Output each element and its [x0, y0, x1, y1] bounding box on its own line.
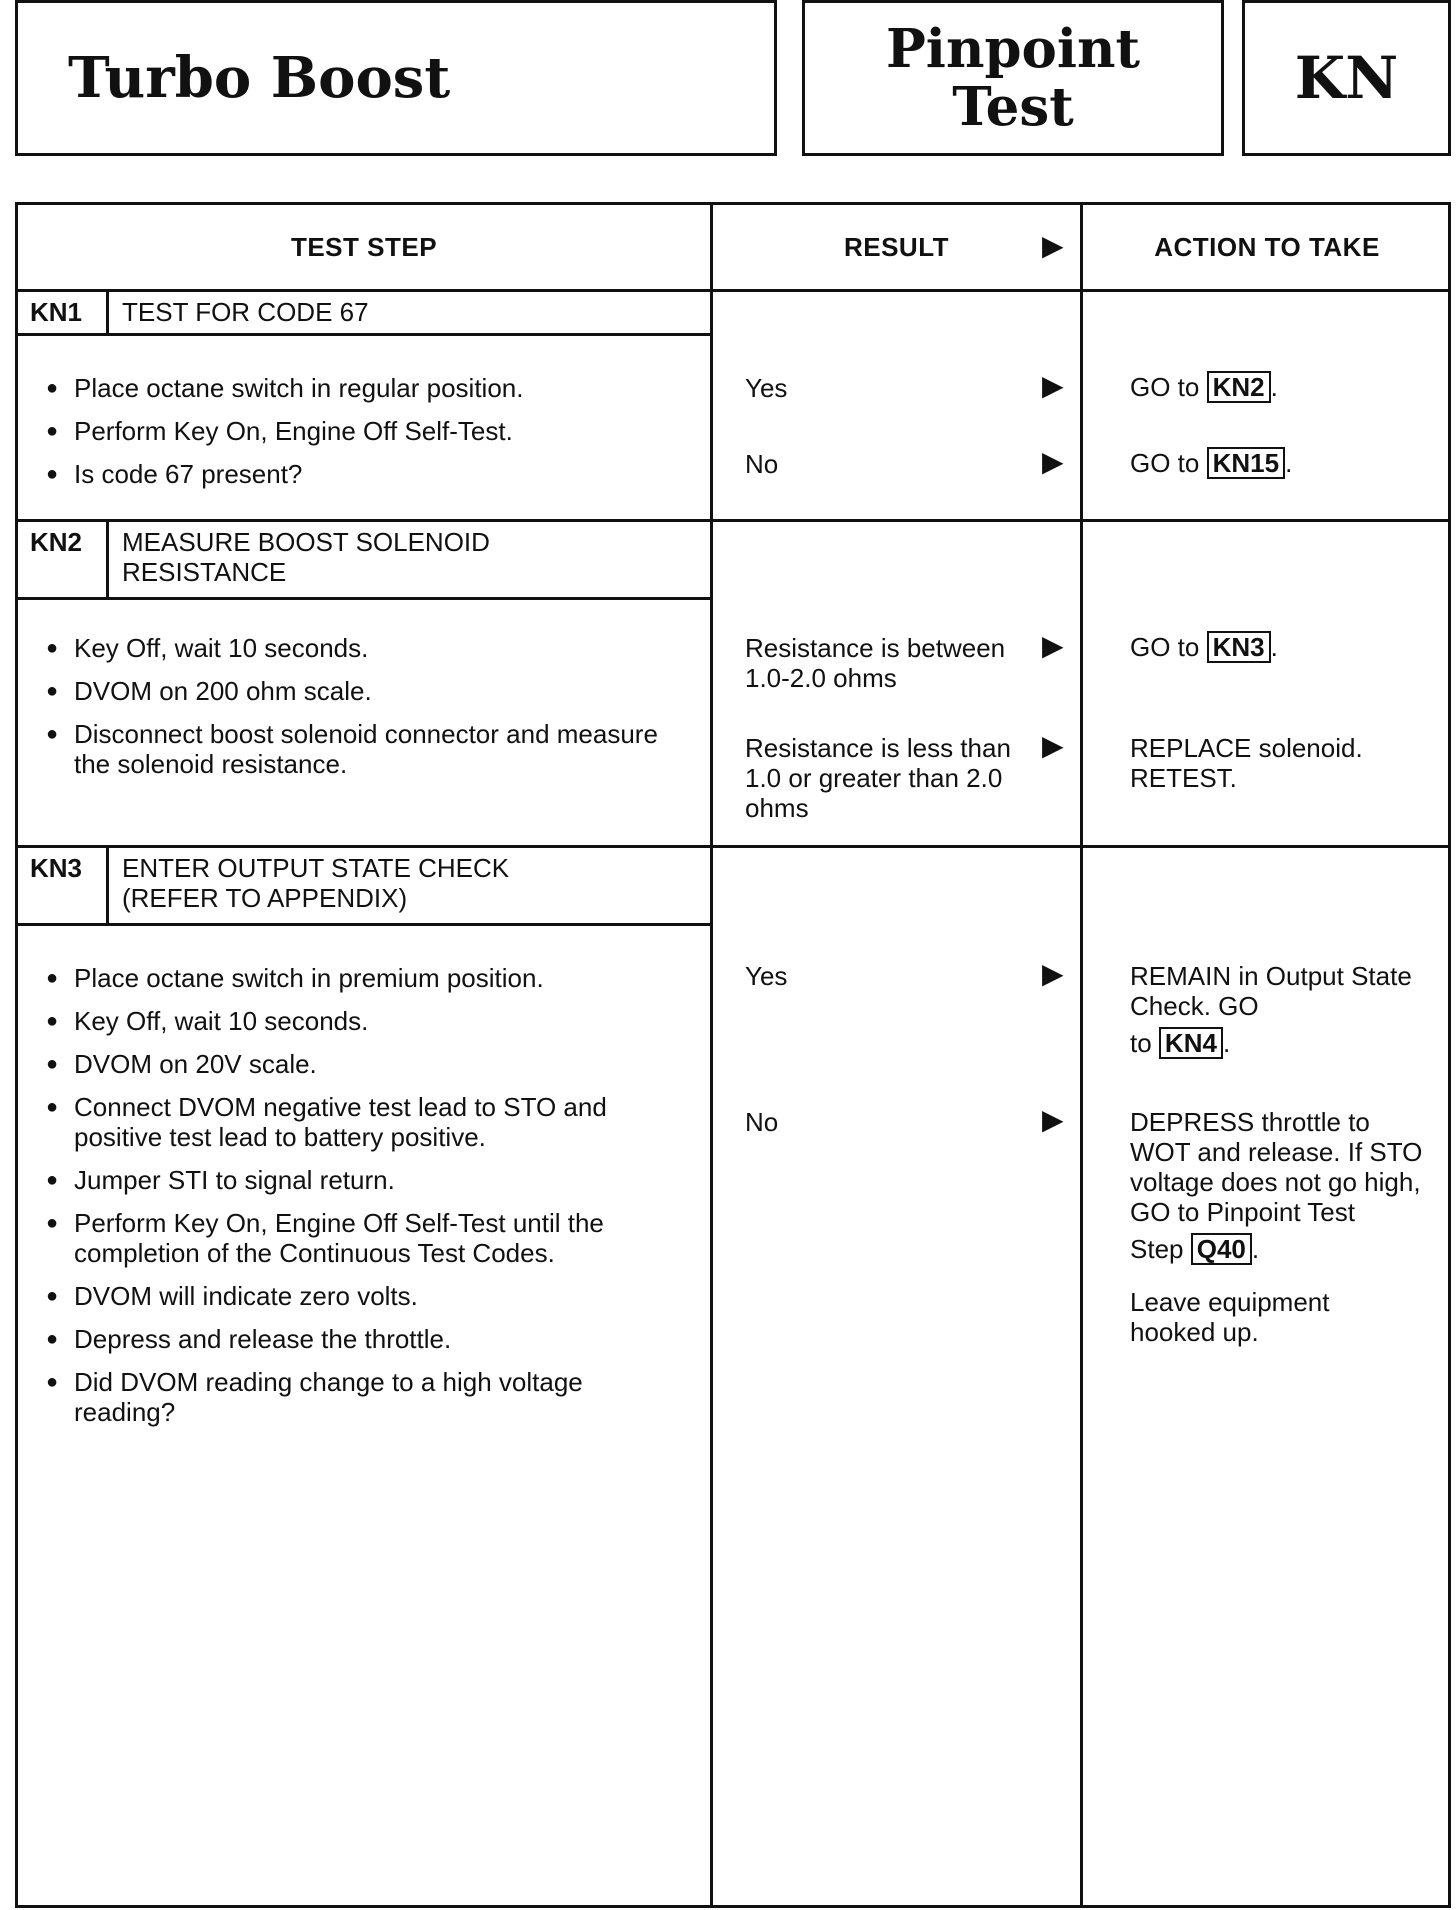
step-id-divider	[106, 845, 109, 923]
step-title-divider	[18, 923, 710, 926]
col-header-action: ACTION TO TAKE	[1154, 231, 1380, 262]
result-yes: Yes	[745, 373, 788, 403]
arrow-icon: ▶	[1042, 1104, 1064, 1135]
list-item: ● Perform Key On, Engine Off Self-Test.	[46, 416, 686, 446]
col-header-test-step: TEST STEP	[290, 231, 438, 262]
column-divider	[1080, 205, 1083, 1905]
step-reference: KN2	[1207, 371, 1271, 403]
list-item: ● Key Off, wait 10 seconds.	[46, 1006, 686, 1036]
list-item: ● Perform Key On, Engine Off Self-Test until the completion of the Continuous Test Codes.	[46, 1208, 686, 1268]
step-title-divider	[18, 333, 710, 336]
step-title: MEASURE BOOST SOLENOID RESISTANCE	[122, 527, 490, 587]
col-header-result: RESULT	[843, 231, 950, 262]
arrow-icon: ▶	[1042, 630, 1064, 661]
page-title: Turbo Boost	[15, 0, 777, 156]
arrow-icon: ▶	[1042, 446, 1064, 477]
step-reference: Q40	[1191, 1233, 1252, 1265]
arrow-icon: ▶	[1042, 230, 1064, 261]
step-id: KN2	[30, 527, 83, 557]
list-item: ● Disconnect boost solenoid connector and measure the solenoid resistance.	[46, 719, 686, 779]
step-reference: KN15	[1207, 447, 1285, 479]
row-divider	[18, 845, 1448, 848]
step-id: KN3	[30, 853, 83, 883]
step-instructions	[46, 633, 686, 792]
step-title: TEST FOR CODE 67	[122, 297, 369, 327]
column-divider	[710, 205, 713, 1905]
result-no: No	[745, 1107, 779, 1137]
list-item: ● Connect DVOM negative test lead to STO and positive test lead to battery positive.	[46, 1092, 686, 1152]
list-item: ● Place octane switch in regular position.	[46, 373, 686, 403]
action-text: GO to KN2 .	[1130, 372, 1278, 402]
pinpoint-test-label: Pinpoint Test	[802, 0, 1224, 156]
step-id-divider	[106, 519, 109, 597]
step-title-divider	[18, 597, 710, 600]
test-code-label: KN	[1242, 0, 1451, 156]
result-in-range: Resistance is between 1.0-2.0 ohms	[745, 633, 1006, 693]
action-text: REPLACE solenoid. RETEST.	[1130, 733, 1363, 793]
step-reference: KN3	[1207, 631, 1271, 663]
list-item: ● Key Off, wait 10 seconds.	[46, 633, 686, 663]
result-no: No	[745, 449, 779, 479]
list-item: ● Is code 67 present?	[46, 459, 686, 489]
step-title: ENTER OUTPUT STATE CHECK (REFER TO APPENDIX)	[122, 853, 510, 913]
arrow-icon: ▶	[1042, 370, 1064, 401]
list-item: ● Depress and release the throttle.	[46, 1324, 686, 1354]
step-instructions	[46, 963, 686, 1440]
arrow-icon: ▶	[1042, 958, 1064, 989]
list-item: ● DVOM on 20V scale.	[46, 1049, 686, 1079]
pinpoint-test-table	[15, 202, 1451, 1908]
list-item: ● DVOM will indicate zero volts.	[46, 1281, 686, 1311]
action-text: GO to KN3 .	[1130, 632, 1278, 662]
step-id: KN1	[30, 297, 83, 327]
action-note: Leave equipment hooked up.	[1130, 1287, 1330, 1347]
step-id-divider	[106, 289, 109, 333]
result-yes: Yes	[745, 961, 788, 991]
action-text: DEPRESS throttle to WOT and release. If STO voltage does not go high, GO to Pinpoint Test Step Q40 . Leave equipment hooked up.	[1130, 1107, 1423, 1347]
list-item: ● Did DVOM reading change to a high voltage reading?	[46, 1367, 686, 1427]
step-reference: KN4	[1159, 1027, 1223, 1059]
list-item: ● Jumper STI to signal return.	[46, 1165, 686, 1195]
row-divider	[18, 519, 1448, 522]
row-divider	[18, 289, 1448, 292]
arrow-icon: ▶	[1042, 730, 1064, 761]
list-item: ● Place octane switch in premium position.	[46, 963, 686, 993]
list-item: ● DVOM on 200 ohm scale.	[46, 676, 686, 706]
action-text: GO to KN15 .	[1130, 448, 1293, 478]
result-out-of-range: Resistance is less than 1.0 or greater than 2.0 ohms	[745, 733, 1011, 823]
step-instructions	[46, 373, 686, 502]
action-text: REMAIN in Output State Check. GO to KN4 .	[1130, 961, 1412, 1058]
